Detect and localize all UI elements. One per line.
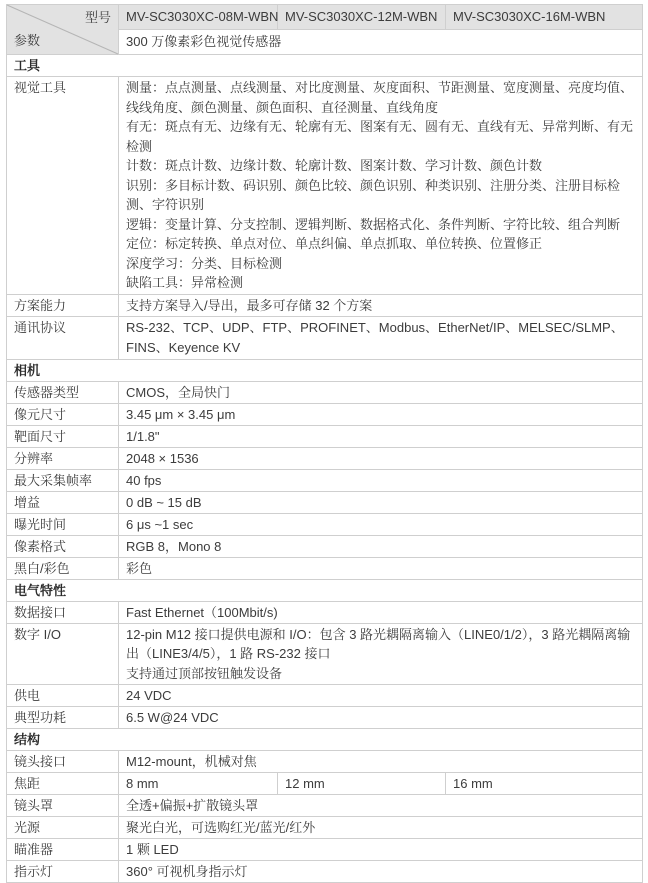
vision-tools-measure: 测量：点点测量、点线测量、对比度测量、灰度面积、节距测量、宽度测量、亮度均值、线线角度、颜色测量、颜色面积、直径测量、直线角度 [126,80,634,115]
row-value: 1/1.8" [119,425,643,447]
row-value: 彩色 [119,557,643,579]
vision-tools-presence: 有无：斑点有无、边缘有无、轮廓有无、图案有无、圆有无、直线有无、异常判断、有无检测 [126,119,634,154]
row-exposure-time [7,513,643,535]
digital-io-line-2: 支持通过顶部按钮触发设备 [126,665,283,681]
row-lens-cover [7,795,643,817]
row-label: 通讯协议 [7,316,119,359]
row-value: 24 VDC [119,685,643,707]
focal-length-12mm: 12 mm [278,773,446,795]
row-value: 1 颗 LED [119,839,643,861]
row-typical-power [7,707,643,729]
row-value: 0 dB ~ 15 dB [119,491,643,513]
vision-tools-recognition: 识别：多目标计数、码识别、颜色比较、颜色识别、种类识别、注册分类、注册目标检测、字符识别 [126,177,621,212]
row-label: 最大采集帧率 [7,469,119,491]
model-name-3: MV-SC3030XC-16M-WBN [446,5,643,30]
focal-length-8mm: 8 mm [119,773,278,795]
vision-tools-deep-learning: 深度学习：分类、目标检测 [126,255,283,271]
vision-tools-count: 计数：斑点计数、边缘计数、轮廓计数、图案计数、学习计数、颜色计数 [126,158,543,173]
section-title-tools: 工具 [7,55,643,77]
row-label: 光源 [7,817,119,839]
row-value: 360° 可视机身指示灯 [119,861,643,883]
row-value: 40 fps [119,469,643,491]
row-value: 支持方案导入/导出，最多可存储 32 个方案 [119,294,643,316]
row-sensor-format [7,425,643,447]
model-name-1: MV-SC3030XC-08M-WBN [119,5,278,30]
row-label: 靶面尺寸 [7,425,119,447]
row-label: 传感器类型 [7,381,119,403]
row-digital-io [7,623,643,685]
row-value [119,77,643,295]
vision-tools-positioning: 定位：标定转换、单点对位、单点纠偏、单点抓取、单位转换、位置修正 [126,236,543,251]
product-description: 300 万像素彩色视觉传感器 [119,30,643,55]
row-label: 镜头罩 [7,795,119,817]
row-label: 增益 [7,491,119,513]
row-label: 黑白/彩色 [7,557,119,579]
digital-io-line-1: 12-pin M12 接口提供电源和 I/O：包含 3 路光耦隔离输入（LINE0/1/2），3 路光耦隔离输出（LINE3/4/5），1 路 RS-232 接口 [126,626,631,661]
section-row-camera [7,359,643,381]
row-communication-protocol [7,316,643,359]
row-label: 供电 [7,685,119,707]
row-label: 像素格式 [7,535,119,557]
row-value: 6.5 W@24 VDC [119,707,643,729]
row-resolution [7,447,643,469]
row-aimer [7,839,643,861]
corner-label-parameter: 参数 [14,33,41,48]
row-value: RS-232、TCP、UDP、FTP、PROFINET、Modbus、EtherNet/IP、MELSEC/SLMP、FINS、Keyence KV [119,316,643,359]
section-title-camera: 相机 [7,359,643,381]
row-value: 2048 × 1536 [119,447,643,469]
row-value: 6 μs ~1 sec [119,513,643,535]
vision-tools-logic: 逻辑：变量计算、分支控制、逻辑判断、数据格式化、条件判断、字符比较、组合判断 [126,216,621,232]
row-mono-color [7,557,643,579]
row-label: 像元尺寸 [7,403,119,425]
row-value: CMOS，全局快门 [119,381,643,403]
row-focal-length [7,773,643,795]
row-label: 典型功耗 [7,707,119,729]
row-value: M12-mount，机械对焦 [119,751,643,773]
vision-tools-defect: 缺陷工具：异常检测 [126,275,244,290]
row-label: 指示灯 [7,861,119,883]
row-sensor-type [7,381,643,403]
row-light-source [7,817,643,839]
corner-label-model: 型号 [84,10,111,25]
section-row-tools [7,55,643,77]
row-lens-mount [7,751,643,773]
row-value: Fast Ethernet（100Mbit/s) [119,601,643,623]
row-data-interface [7,601,643,623]
section-row-electrical [7,579,643,601]
row-max-frame-rate [7,469,643,491]
row-gain [7,491,643,513]
focal-length-16mm: 16 mm [446,773,643,795]
model-name-2: MV-SC3030XC-12M-WBN [278,5,446,30]
row-label: 焦距 [7,773,119,795]
row-pixel-format [7,535,643,557]
row-value [119,623,643,685]
section-title-structure: 结构 [7,729,643,751]
row-vision-tools [7,77,643,295]
model-header-row [7,5,643,30]
row-label: 镜头接口 [7,751,119,773]
row-pixel-size [7,403,643,425]
row-power-supply [7,685,643,707]
row-indicator-light [7,861,643,883]
row-value: RGB 8，Mono 8 [119,535,643,557]
row-label: 数字 I/O [7,623,119,685]
row-value: 3.45 μm × 3.45 μm [119,403,643,425]
section-row-structure [7,729,643,751]
row-solution-capacity [7,294,643,316]
row-label: 瞄准器 [7,839,119,861]
row-label: 曝光时间 [7,513,119,535]
corner-cell [7,5,119,55]
spec-table [6,4,643,883]
row-label: 数据接口 [7,601,119,623]
row-label: 分辨率 [7,447,119,469]
row-label: 视觉工具 [7,77,119,295]
row-value: 全透+偏振+扩散镜头罩 [119,795,643,817]
section-title-electrical: 电气特性 [7,579,643,601]
row-label: 方案能力 [7,294,119,316]
row-value: 聚光白光，可选购红光/蓝光/红外 [119,817,643,839]
